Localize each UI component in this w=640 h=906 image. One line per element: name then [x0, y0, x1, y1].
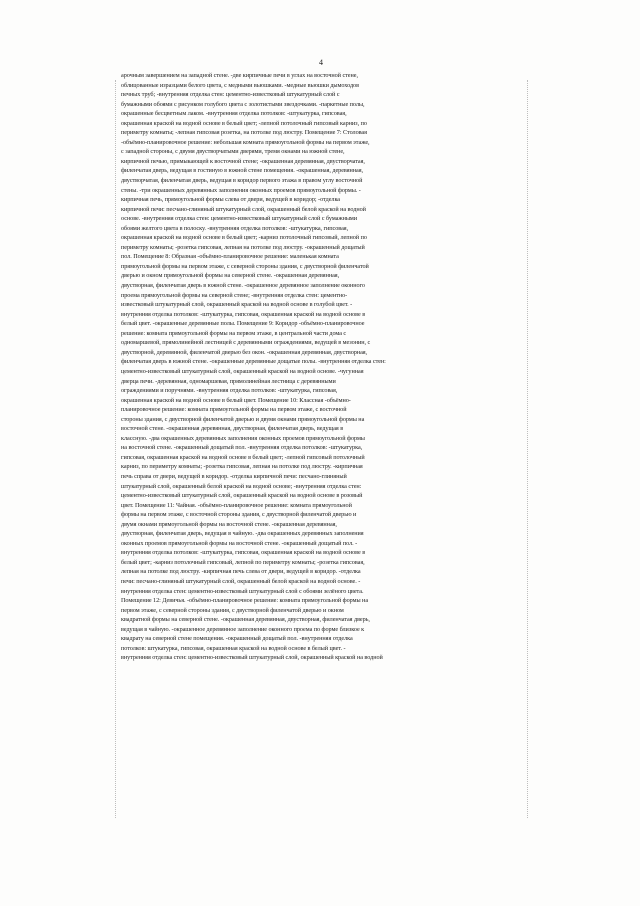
page-number: 4 — [319, 58, 323, 67]
right-margin-line — [527, 80, 528, 818]
document-body-text: арочным завершением на западной стене. -две кирпичные печи в углах на восточной стене, облицованные изразцами белого цвета, с медными вьюшками. -медные вьюшки дымоходов печных труб; -внутренняя отделка стен: цементно-известковый штукатурный слой с бумажными обоями с рисунком голубого цвета с золотистыми звездочками. -паркетные полы, окрашенные бесцветным лаком. -внутренняя отделка потолков: -штукатурка, гипсовая, окрашенная краской на водной основе в белый цвет; -лепной потолочный гипсовый карниз, по периметру комнаты; -лепная гипсовая розетка, на потолке под люстру. Помещение 7: Столовая -объёмно-планировочное решение: небольшая комната прямоугольной формы на первом этаже, с западной стороны, с двумя двустворчатыми дверями, тремя окнами на южной стене, кирпичной печью, примыкающей к восточной стене; -окрашенная деревянная, двустворчатая, филенчатая дверь, ведущая в гостиную в южной стене помещения. -окрашенная, деревянная, двустворчатая, филенчатая дверь, ведущая в коридор первого этажа в правом углу восточной стены. -три окрашенных деревянных заполнения оконных проемов прямоугольной формы. - кирпичная печь, прямоугольной формы слева от двери, ведущей в коридор; -отделка кирпичной печи: песчано-глиняный штукатурный слой, окрашенный белой краской на водной основе. -внутренняя отделка стен: цементно-известковый штукатурный слой с бумажными обоями желтого цвета в полоску. -внутренняя отделка потолков: -штукатурка, гипсовая, окрашенная краской на водной основе в белый цвет; -карниз потолочный гипсовый, лепной по периметру комнаты; -розетка гипсовая, лепная на потолке под люстру. -окрашенный дощатый пол. Помещение 8: Образная -объёмно-планировочное решение: маленькая комната прямоугольной формы на первом этаже, с северной стороны здания, с двустворной филенчатой дверью и окном прямоугольной формы на северной стене. -окрашенная деревянная, двустворная, филенчатая дверь в южной стене. -окрашенное деревянное заполнение оконного проема прямоугольной формы на северной стене; -внутренняя отделка стен: цементно- известковый штукатурный слой, окрашенный краской на водной основе в голубой цвет. - внутренняя отделка потолков: -штукатурка, гипсовая, окрашенная краской на водной основе в белый цвет. -окрашенные деревянные полы. Помещение 9: Коридор -объёмно-планировочное решение: комната прямоугольной формы на первом этаже, в центральной части дома с одномаршевой, прямолинейной лестницей с деревянными ограждениями, ведущей в мезонин, с двустворной, деревянной, филенчатой дверью без окон. -окрашенная деревянная, двустворная, филенчатая дверь в южной стене. -окрашенные деревянные дощатые полы. -внутренняя отделка стен: цементно-известковый штукатурный слой, окрашенный краской на водной основе. -чугунная дверца печи. -деревянная, одномаршевая, прямолинейная лестница с деревянными ограждениями и поручнями. -внутренняя отделка потолков: -штукатурка, гипсовая, окрашенная краской на водной основе в белый цвет. Помещение 10: Классная -объёмно- планировочное решение: комната прямоугольной формы на первом этаже, с восточной стороны здания, с двустворной филенчатой дверью и двумя окнами прямоугольной формы на восточной стене. -окрашенная деревянная, двустворная, филенчатая дверь, ведущая в классную. -два окрашенных деревянных заполнения оконных проемов прямоугольной формы на восточной стене. -окрашенный дощатый пол. -внутренняя отделка потолков: -штукатурка, гипсовая, окрашенная краской на водной основе в белый цвет; -лепной гипсовый потолочный карниз, по периметру комнаты; -розетка гипсовая, лепная на потолке под люстру. -кирпичная печь справа от двери, ведущей в коридор. -отделка кирпичной печи: песчано-глиняный штукатурный слой, окрашенный белой краской на водной основе; -внутренняя отделка стен: цементно-известковый штукатурный слой, окрашенный краской на водной основе в розовый цвет. Помещение 11: Чайная. -объёмно-планировочное решение: комната прямоугольной формы на первом этаже, с восточной стороны здания, с двустворной филенчатой дверью и двумя окнами прямоугольной формы на восточной стене. -окрашенная деревянная, двустворная, филенчатая дверь, ведущая в чайную. -два окрашенных деревянных заполнения оконных проемов прямоугольной формы на восточной стене. -окрашенный дощатый пол. - внутренняя отделка потолков: -штукатурка, гипсовая, окрашенная краской на водной основе в белый цвет; -карниз потолочный гипсовый, лепной по периметру комнаты; -розетка гипсовая, лепная на потолке под люстру. -кирпичная печь слева от двери, ведущей в коридор. -отделка печи: песчано-глиняный штукатурный слой, окрашенный белой краской на водной основе. - внутренняя отделка стен: цементно-известковый штукатурный слой с обоями зелёного цвета. Помещение 12: Девичья. -объёмно-планировочное решение: комната прямоугольной формы на первом этаже, с северной стороны здания, с двустворной филенчатой дверью и окном квадратной формы на северной стене. -окрашенная деревянная, двустворная, филенчатая дверь, ведущая в чайную. -окрашенное деревянное заполнение оконного проема по форме близкое к квадрату на северной стене помещения. -окрашенный дощатый пол. -внутренняя отделка потолков: штукатурка, гипсовая, окрашенная краской на водной основе в белый цвет. - внутренняя отделка стен: цементно-известковый штукатурный слой, окрашенный краской на водной — [121, 72, 386, 662]
left-margin-line — [115, 80, 116, 818]
